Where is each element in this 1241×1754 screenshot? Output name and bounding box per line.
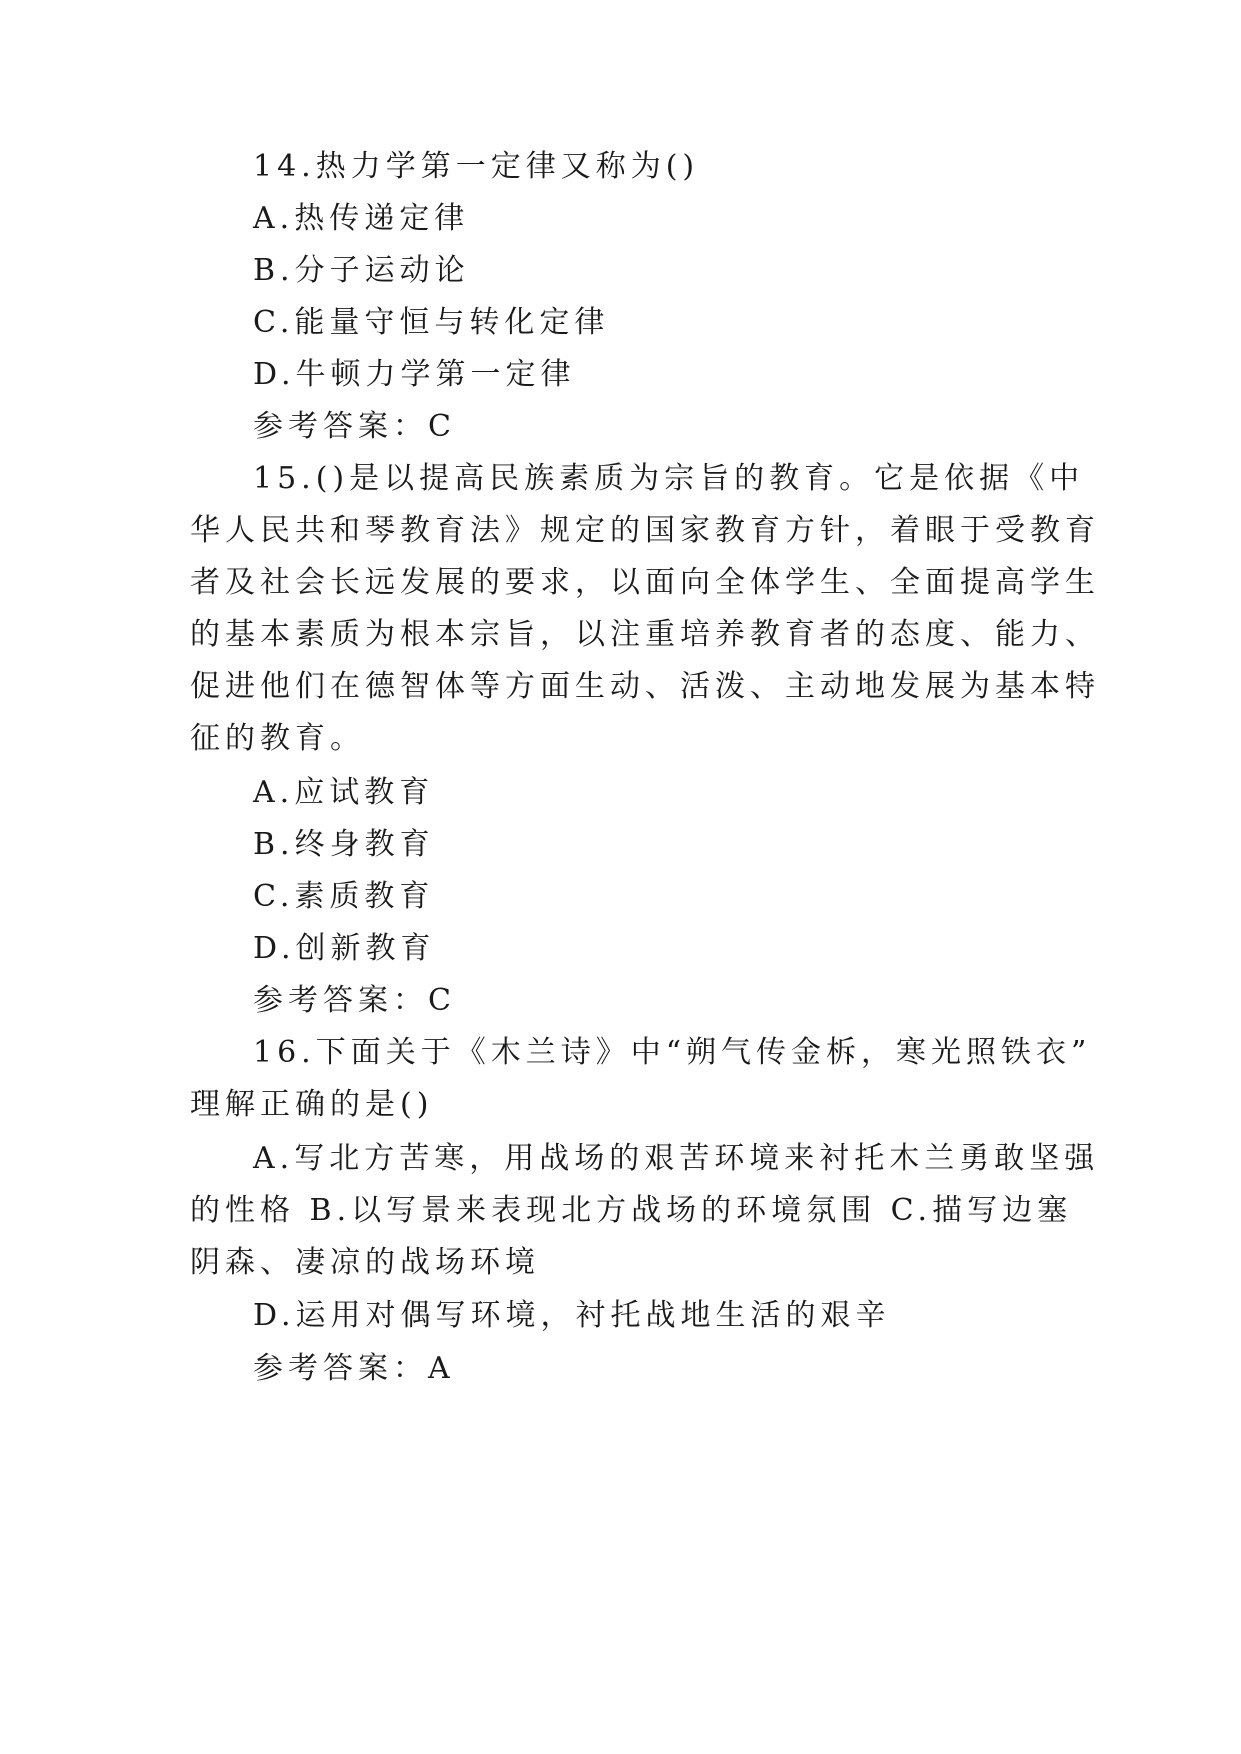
question-stem-line: 者及社会长远发展的要求，以面向全体学生、全面提高学生 [190, 565, 1100, 600]
option-d: D.运用对偶写环境，衬托战地生活的艰辛 [253, 1298, 891, 1333]
answer-line: 参考答案：C [253, 983, 456, 1018]
question-stem-line: 华人民共和琴教育法》规定的国家教育方针，着眼于受教育 [190, 513, 1100, 548]
option-d: D.牛顿力学第一定律 [253, 357, 576, 392]
option-c: C.素质教育 [253, 879, 435, 914]
question-stem-line: 征的教育。 [190, 721, 365, 756]
option-b: B.分子运动论 [253, 253, 470, 288]
option-c: C.能量守恒与转化定律 [253, 305, 610, 340]
options-line: 阴森、凄凉的战场环境 [190, 1245, 540, 1280]
option-a: A.应试教育 [253, 775, 435, 810]
question-stem: 15.()是以提高民族素质为宗旨的教育。它是依据《中 [253, 461, 1085, 496]
question-stem-line: 促进他们在德智体等方面生动、活泼、主动地发展为基本特 [190, 669, 1100, 704]
option-d: D.创新教育 [253, 931, 436, 966]
answer-line: 参考答案：A [253, 1351, 455, 1386]
question-stem-line: 理解正确的是() [190, 1087, 434, 1122]
question-stem: 14.热力学第一定律又称为() [253, 149, 700, 184]
question-stem-line: 的基本素质为根本宗旨，以注重培养教育者的态度、能力、 [190, 617, 1100, 652]
question-stem: 16.下面关于《木兰诗》中“朔气传金柝，寒光照铁衣” [253, 1035, 1092, 1070]
option-a: A.写北方苦寒，用战场的艰苦环境来衬托木兰勇敢坚强 [253, 1141, 1100, 1176]
answer-line: 参考答案：C [253, 409, 456, 444]
option-b: B.终身教育 [253, 827, 435, 862]
option-a: A.热传递定律 [253, 201, 470, 236]
options-line: 的性格 B.以写景来表现北方战场的环境氛围 C.描写边塞 [190, 1193, 1073, 1228]
